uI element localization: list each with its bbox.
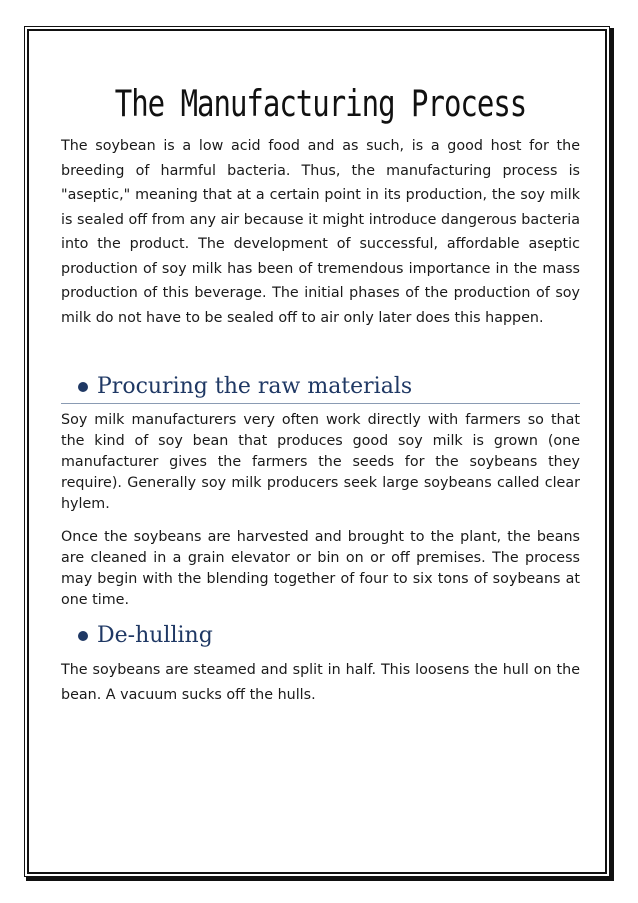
page-title: The Manufacturing Process xyxy=(114,82,527,125)
procuring-paragraph-2: Once the soybeans are harvested and brought to the plant, the beans are cleaned in a grain elevator or bin on or off premises. The process may begin with the blending together of four to six tons of soybeans at one time. xyxy=(61,529,580,608)
section-heading-text: Procuring the raw materials xyxy=(97,374,413,399)
dehulling-paragraph: The soybeans are steamed and split in half. This loosens the hull on the bean. A vacuum sucks off the hulls. xyxy=(61,662,580,703)
procuring-paragraph-1: Soy milk manufacturers very often work directly with farmers so that the kind of soy bean that produces good soy milk is grown (one manufacturer gives the farmers the seeds for the soybeans they require). Generally soy milk producers seek large soybeans called clear hylem. xyxy=(61,412,580,512)
bullet-icon xyxy=(78,631,88,641)
bullet-icon xyxy=(78,382,88,392)
intro-paragraph: The soybean is a low acid food and as such, is a good host for the breeding of harmful bacteria. Thus, the manufacturing process is "aseptic," meaning that at a certain point in its production, the soy milk is sealed off from any air because it might introduce dangerous bacteria into the product. The development of successful, affordable aseptic production of soy milk has been of tremendous importance in the mass production of this beverage. The initial phases of the production of soy milk do not have to be sealed off to air only later does this happen. xyxy=(61,138,580,326)
section-heading-text: De-hulling xyxy=(97,623,213,648)
section-heading-dehulling xyxy=(61,623,580,652)
section-heading-procuring xyxy=(61,374,580,404)
document-body xyxy=(61,82,580,707)
